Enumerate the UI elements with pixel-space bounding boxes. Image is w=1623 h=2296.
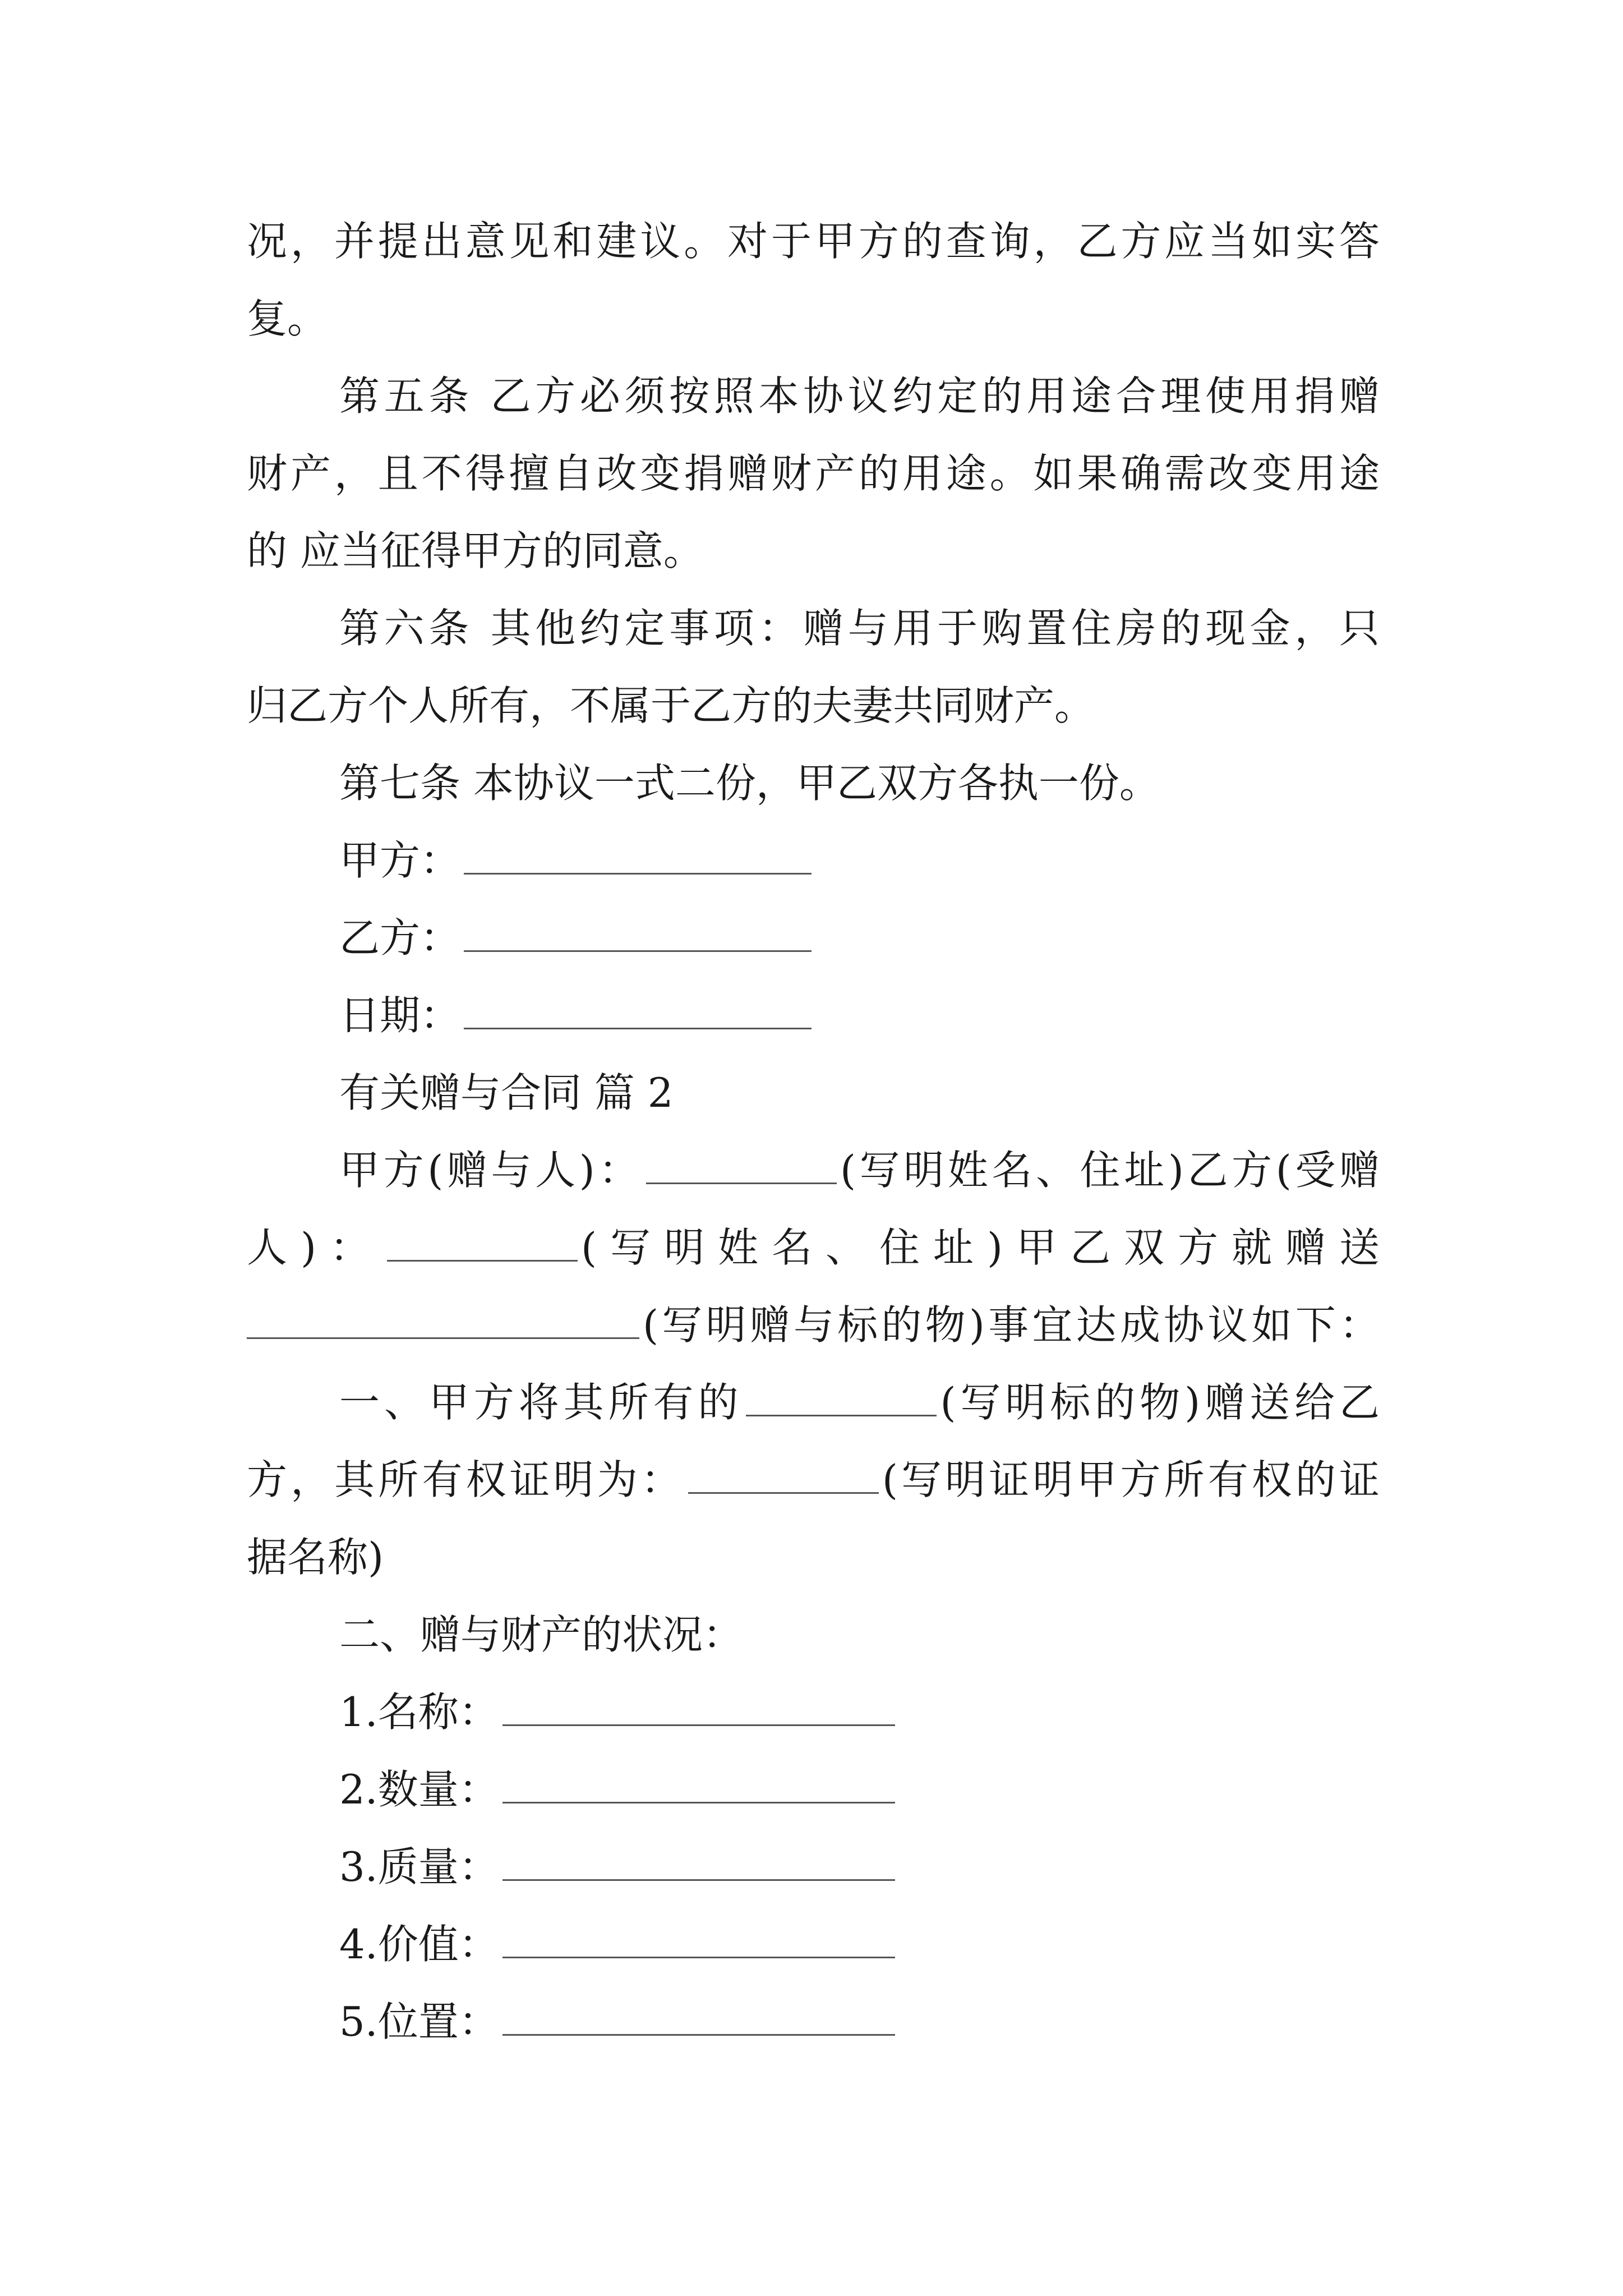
contract-clause-1: 据名称) — [247, 1534, 384, 1581]
blank-line — [247, 1301, 639, 1339]
property-item — [339, 1839, 1380, 1895]
item-label: 4.价值： — [339, 1921, 499, 1968]
contract-text: 人)： — [247, 1224, 384, 1271]
item-label: 3.质量： — [339, 1843, 499, 1890]
signature-party-b — [339, 910, 1380, 966]
blank-line — [746, 1379, 937, 1416]
contract-text: (写明赠与标的物)事宜达成协议如下： — [643, 1301, 1380, 1349]
contract-clause-2: 二、赠与财产的状况： — [339, 1611, 744, 1658]
contract-text: (写明姓名、住址)乙方(受赠 — [840, 1147, 1380, 1194]
contract-line — [339, 1142, 1380, 1198]
property-item — [339, 1994, 1380, 2050]
paragraph-line: 况，并提出意见和建议。对于甲方的查询，乙方应当如实答 — [247, 218, 1380, 265]
blank-line — [502, 1998, 895, 2036]
contract-line — [247, 1220, 1380, 1276]
contract-clause-1 — [247, 1452, 1380, 1508]
article-5-line: 第五条 乙方必须按照本协议约定的用途合理使用捐赠 — [339, 372, 1380, 420]
blank-line — [502, 1921, 895, 1958]
contract-line — [247, 1297, 1380, 1353]
article-5-line: 的 应当征得甲方的同意。 — [247, 527, 704, 574]
property-item — [339, 1761, 1380, 1818]
blank-line — [502, 1843, 895, 1881]
contract-text: 甲方(赠与人)： — [339, 1147, 643, 1194]
blank-line — [464, 837, 811, 875]
signature-label: 日期： — [339, 992, 461, 1039]
item-label: 1.名称： — [339, 1688, 499, 1736]
blank-line — [464, 992, 811, 1029]
article-6-line: 归乙方个人所有，不属于乙方的夫妻共同财产。 — [247, 682, 1095, 729]
contract-text: (写明标的物)赠送给乙 — [940, 1379, 1380, 1426]
signature-party-a — [339, 832, 1380, 889]
paragraph-line: 复。 — [247, 295, 328, 342]
blank-line — [387, 1224, 578, 1262]
blank-line — [464, 914, 811, 952]
item-label: 5.位置： — [339, 1998, 499, 2045]
blank-line — [502, 1688, 895, 1726]
contract-text: 一、甲方将其所有的 — [339, 1379, 743, 1426]
article-6-line: 第六条 其他约定事项：赠与用于购置住房的现金，只 — [339, 605, 1380, 652]
contract-text: 方，其所有权证明为： — [247, 1456, 685, 1503]
signature-label: 乙方： — [339, 914, 461, 961]
property-item — [339, 1916, 1380, 1972]
signature-label: 甲方： — [339, 837, 461, 884]
article-5-line: 财产，且不得擅自改变捐赠财产的用途。如果确需改变用途 — [247, 450, 1380, 497]
blank-line — [688, 1456, 879, 1494]
contract-text: (写明证明甲方所有权的证 — [882, 1456, 1380, 1503]
contract-text: (写明姓名、住址)甲乙双方就赠送 — [581, 1224, 1380, 1271]
item-label: 2.数量： — [339, 1766, 499, 1813]
blank-line — [646, 1147, 837, 1184]
blank-line — [502, 1766, 895, 1803]
property-item — [339, 1684, 1380, 1740]
section-title: 有关赠与合同 篇 2 — [339, 1069, 674, 1116]
signature-date — [339, 987, 1380, 1043]
article-7-line: 第七条 本协议一式二份，甲乙双方各执一份。 — [339, 760, 1160, 807]
contract-clause-1 — [339, 1374, 1380, 1430]
